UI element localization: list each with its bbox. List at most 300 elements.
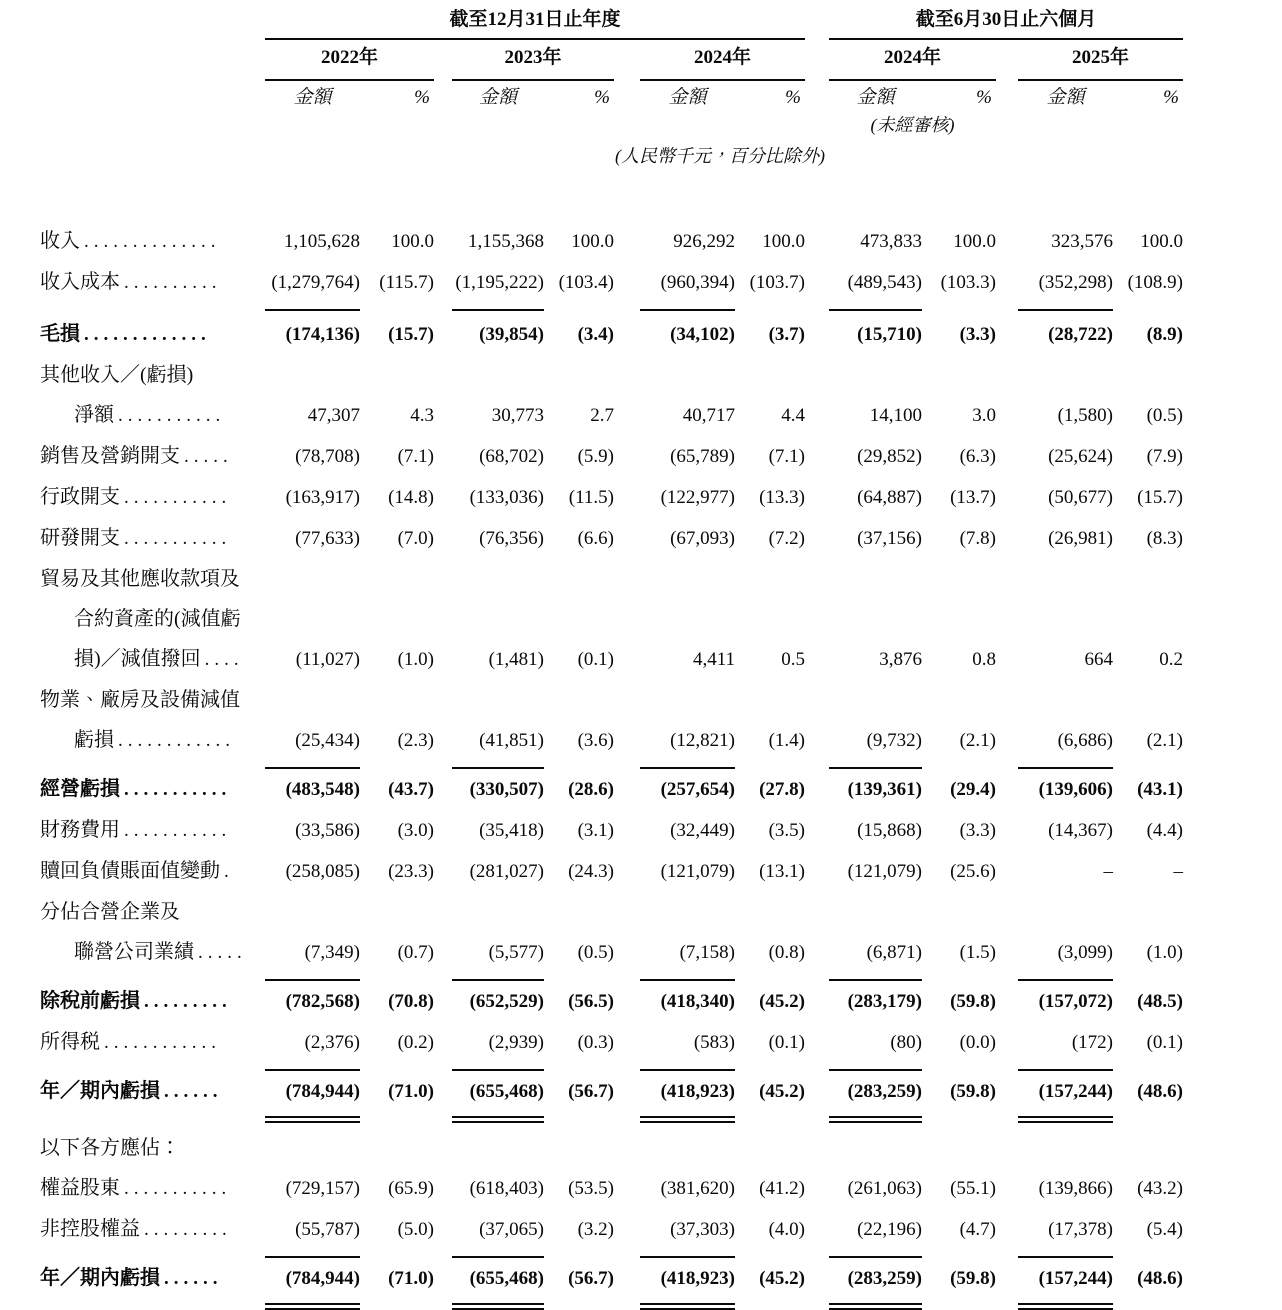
percent-cell: (0.5) (577, 942, 614, 963)
row-label-line (40, 1128, 1183, 1168)
row-label-text: 損)／減值撥回 (74, 648, 201, 670)
percent-cell: (3.5) (768, 820, 805, 841)
row-label (40, 436, 265, 477)
amount-cell: (139,606) (1038, 779, 1113, 800)
percent-cell: (103.4) (558, 272, 614, 293)
amount-cell: (50,677) (1048, 487, 1113, 508)
percent-cell: (2.1) (959, 730, 996, 751)
leader-dots: ............ (118, 730, 235, 751)
row-label-line (40, 395, 265, 436)
amount-cell: 926,292 (673, 231, 735, 252)
percent-cell: 4.3 (410, 405, 434, 426)
amount-column-label: 金額 (1046, 87, 1085, 108)
percent-cell: (3.1) (577, 820, 614, 841)
percent-cell: (3.3) (959, 820, 996, 841)
row-label-text: 贖回負債賬面值變動 (40, 860, 220, 882)
amount-cell: (583) (640, 1023, 735, 1071)
amount-cell: (29,852) (857, 446, 922, 467)
percent-cell: (7.1) (768, 446, 805, 467)
amount-cell: (68,702) (479, 446, 544, 467)
amount-cell: (65,789) (670, 446, 735, 467)
percent-cell: (45.2) (759, 991, 805, 1012)
row-label-text: 收入 (40, 230, 80, 252)
row-label-text: 其他收入／(虧損) (40, 364, 194, 386)
row-label-line (40, 892, 265, 932)
percent-cell: (0.2) (397, 1032, 434, 1053)
row-label (40, 892, 265, 973)
percent-cell: – (1173, 861, 1183, 882)
percent-cell: 100.0 (762, 231, 805, 252)
header-unaudited-row (40, 113, 1183, 137)
table-row-cost-of-revenue (40, 262, 1183, 303)
percent-cell: (13.1) (759, 861, 805, 882)
leader-dots: .............. (84, 231, 221, 252)
row-label-text: 淨額 (74, 404, 114, 426)
percent-cell: (7.0) (397, 528, 434, 549)
percent-cell: 100.0 (953, 231, 996, 252)
row-label-text: 以下各方應佔： (40, 1137, 180, 1159)
row-label (40, 680, 265, 761)
amount-cell: (2,939) (452, 1023, 544, 1071)
percent-cell: (59.8) (950, 1081, 996, 1102)
header-note-row (40, 137, 1183, 169)
row-label (40, 1128, 1183, 1168)
percent-cell: (43.1) (1137, 779, 1183, 800)
table-row-non-controlling-interests (40, 1209, 1183, 1250)
amount-cell: 1,105,628 (284, 231, 360, 252)
row-label (40, 1209, 265, 1250)
percent-cell: 2.7 (590, 405, 614, 426)
amount-cell: (25,624) (1048, 446, 1113, 467)
percent-cell: (15.7) (388, 324, 434, 345)
amount-cell: (76,356) (479, 528, 544, 549)
percent-cell: (25.6) (950, 861, 996, 882)
amount-cell: (1,481) (488, 649, 544, 670)
percent-cell: (45.2) (759, 1081, 805, 1102)
table-row-rd-expenses (40, 518, 1183, 559)
amount-cell: (78,708) (295, 446, 360, 467)
amount-cell: (352,298) (1018, 263, 1113, 311)
amount-cell: (483,548) (285, 779, 360, 800)
amount-cell: (7,158) (640, 933, 735, 981)
percent-cell: (4.7) (959, 1219, 996, 1240)
leader-dots: ......... (144, 991, 232, 1012)
percent-cell: (6.6) (577, 528, 614, 549)
percent-cell: (103.7) (749, 272, 805, 293)
percent-cell: (65.9) (388, 1178, 434, 1199)
table-row-impairment-ppe (40, 680, 1183, 761)
percent-cell: (8.3) (1146, 528, 1183, 549)
amount-cell: (381,620) (660, 1178, 735, 1199)
percent-cell: 3.0 (972, 405, 996, 426)
amount-cell: (22,196) (829, 1210, 922, 1258)
row-label-line (40, 680, 265, 720)
amount-cell: (139,361) (847, 779, 922, 800)
row-label (40, 221, 265, 262)
percent-cell: (0.0) (959, 1032, 996, 1053)
row-label-line (40, 1071, 265, 1112)
percent-cell: (71.0) (388, 1081, 434, 1102)
row-label-line (40, 981, 265, 1022)
amount-cell: (257,654) (660, 779, 735, 800)
percent-cell: (2.3) (397, 730, 434, 751)
percent-cell: (48.5) (1137, 991, 1183, 1012)
row-label-text: 聯營公司業績 (74, 941, 194, 963)
table-row-revenue (40, 221, 1183, 262)
percent-cell: (15.7) (1137, 487, 1183, 508)
amount-cell: (6,871) (829, 933, 922, 981)
table-header (40, 8, 1183, 169)
header-year-row (40, 40, 1183, 81)
amount-cell: (418,923) (640, 1259, 735, 1310)
amount-cell: 473,833 (860, 231, 922, 252)
amount-cell: 3,876 (879, 649, 922, 670)
financial-table (40, 8, 1183, 1299)
amount-cell: (26,981) (1048, 528, 1113, 549)
percent-cell: (5.4) (1146, 1219, 1183, 1240)
amount-column-label: 金額 (478, 87, 517, 108)
amount-cell: (489,543) (829, 263, 922, 311)
table-row-other-income-loss-net (40, 355, 1183, 436)
row-label (40, 477, 265, 518)
leader-dots: . (224, 861, 234, 882)
row-label-line (40, 932, 265, 973)
leader-dots: ......... (144, 1219, 232, 1240)
amount-cell: (1,580) (1057, 405, 1113, 426)
percent-cell: (41.2) (759, 1178, 805, 1199)
percent-cell: (6.3) (959, 446, 996, 467)
row-label-text: 行政開支 (40, 486, 120, 508)
row-label-line (40, 1258, 265, 1299)
amount-cell: (281,027) (469, 861, 544, 882)
amount-cell: 1,155,368 (468, 231, 544, 252)
year-2024: 2024年 (640, 45, 805, 81)
percent-cell: (4.0) (768, 1219, 805, 1240)
amount-cell: (37,065) (452, 1210, 544, 1258)
percent-cell: (13.7) (950, 487, 996, 508)
amount-cell: 323,576 (1051, 231, 1113, 252)
period-title-interim: 截至6月30日止六個月 (829, 8, 1183, 40)
amount-cell: 47,307 (307, 405, 360, 426)
leader-dots: ...... (164, 1268, 223, 1289)
amount-cell: (163,917) (285, 487, 360, 508)
row-label-line (40, 262, 265, 303)
percent-cell: (59.8) (950, 1268, 996, 1289)
amount-cell: (960,394) (640, 263, 735, 311)
percent-cell: (24.3) (568, 861, 614, 882)
percent-cell: (43.2) (1137, 1178, 1183, 1199)
percent-column-label: % (1163, 87, 1179, 108)
amount-cell: (157,244) (1018, 1259, 1113, 1310)
row-label-line (40, 1209, 265, 1250)
amount-cell: (174,136) (285, 324, 360, 345)
percent-cell: (45.2) (759, 1268, 805, 1289)
percent-cell: (56.7) (568, 1268, 614, 1289)
percent-cell: (53.5) (568, 1178, 614, 1199)
percent-cell: (27.8) (759, 779, 805, 800)
amount-cell: (784,944) (265, 1259, 360, 1310)
year-2024-interim: 2024年 (829, 45, 996, 81)
row-label-line (40, 221, 265, 262)
amount-cell: (729,157) (285, 1178, 360, 1199)
amount-cell: 4,411 (692, 649, 735, 670)
row-label-line (40, 355, 265, 395)
leader-dots: ........... (124, 528, 232, 549)
table-row-share-of-jv-associates (40, 892, 1183, 973)
amount-cell: (618,403) (469, 1178, 544, 1199)
row-label-text: 物業、廠房及設備減值 (40, 689, 240, 711)
percent-cell: (3.3) (959, 324, 996, 345)
leader-dots: ........... (124, 779, 232, 800)
row-label (40, 769, 265, 810)
amount-cell: (330,507) (469, 779, 544, 800)
row-label (40, 1168, 265, 1209)
leader-dots: .......... (124, 272, 222, 293)
amount-cell: (3,099) (1018, 933, 1113, 981)
percent-cell: (7.9) (1146, 446, 1183, 467)
amount-cell: (11,027) (295, 649, 360, 670)
percent-cell: 100.0 (1140, 231, 1183, 252)
amount-cell: (2,376) (265, 1023, 360, 1071)
percent-cell: (0.1) (768, 1032, 805, 1053)
amount-cell: 40,717 (682, 405, 735, 426)
row-label-line (40, 477, 265, 518)
row-label-line (40, 851, 265, 892)
percent-cell: 0.8 (972, 649, 996, 670)
amount-column-label: 金額 (856, 87, 895, 108)
percent-cell: 0.5 (781, 649, 805, 670)
percent-cell: (2.1) (1146, 730, 1183, 751)
amount-cell: (32,449) (670, 820, 735, 841)
amount-column-label: 金額 (293, 87, 332, 108)
amount-cell: (25,434) (265, 721, 360, 769)
amount-cell: (55,787) (265, 1210, 360, 1258)
row-label-line (40, 810, 265, 851)
row-label-text: 分佔合營企業及 (40, 901, 180, 923)
amount-cell: (35,418) (479, 820, 544, 841)
row-label-text: 年／期內虧損 (40, 1080, 160, 1102)
percent-cell: 4.4 (781, 405, 805, 426)
amount-cell: (41,851) (452, 721, 544, 769)
row-label-line (40, 314, 265, 355)
amount-cell: (121,079) (660, 861, 735, 882)
amount-cell: (33,586) (295, 820, 360, 841)
row-label-text: 貿易及其他應收款項及 (40, 568, 240, 590)
row-label (40, 1258, 265, 1299)
table-body (40, 221, 1183, 1299)
table-row-finance-costs (40, 810, 1183, 851)
percent-cell: (13.3) (759, 487, 805, 508)
amount-column-label: 金額 (668, 87, 707, 108)
amount-cell: (14,367) (1048, 820, 1113, 841)
table-row-attributable-heading (40, 1128, 1183, 1168)
amount-cell: (157,244) (1018, 1072, 1113, 1123)
row-label-text: 毛損 (40, 323, 80, 345)
period-title-annual: 截至12月31日止年度 (265, 8, 805, 40)
percent-cell: (8.9) (1146, 324, 1183, 345)
percent-column-label: % (785, 87, 801, 108)
percent-cell: (103.3) (940, 272, 996, 293)
percent-column-label: % (594, 87, 610, 108)
table-row-loss-for-period (40, 1071, 1183, 1112)
percent-cell: (0.3) (577, 1032, 614, 1053)
row-label-line (40, 639, 265, 680)
percent-column-label: % (414, 87, 430, 108)
amount-cell: 30,773 (491, 405, 544, 426)
row-label-text: 經營虧損 (40, 778, 120, 800)
table-row-impairment-trade-receivables (40, 559, 1183, 680)
row-label-line (40, 1022, 265, 1063)
amount-cell: (655,468) (452, 1072, 544, 1123)
percent-cell: (0.7) (397, 942, 434, 963)
row-label-text: 權益股東 (40, 1177, 120, 1199)
unaudited-note: (未經審核) (870, 115, 955, 135)
percent-cell: (4.4) (1146, 820, 1183, 841)
row-label-text: 研發開支 (40, 527, 120, 549)
percent-cell: (1.4) (768, 730, 805, 751)
amount-cell: (261,063) (847, 1178, 922, 1199)
row-label-text: 年／期內虧損 (40, 1267, 160, 1289)
amount-cell: (17,378) (1018, 1210, 1113, 1258)
percent-cell: (43.7) (388, 779, 434, 800)
row-label-line (40, 1168, 265, 1209)
amount-cell: (12,821) (640, 721, 735, 769)
table-row-selling-marketing-expenses (40, 436, 1183, 477)
row-label-line (40, 518, 265, 559)
percent-cell: 0.2 (1159, 649, 1183, 670)
amount-cell: (7,349) (265, 933, 360, 981)
table-row-equity-shareholders (40, 1168, 1183, 1209)
amount-cell: (15,710) (857, 324, 922, 345)
table-row-income-tax (40, 1022, 1183, 1063)
percent-cell: (3.4) (577, 324, 614, 345)
row-label-line (40, 559, 265, 599)
row-label (40, 810, 265, 851)
amount-cell: (5,577) (452, 933, 544, 981)
table-row-gross-loss (40, 314, 1183, 355)
table-row-loss-for-period-total (40, 1258, 1183, 1299)
row-label (40, 262, 265, 303)
row-label-text: 除稅前虧損 (40, 990, 140, 1012)
amount-cell: (15,868) (857, 820, 922, 841)
amount-cell: (283,179) (847, 991, 922, 1012)
row-label (40, 559, 265, 680)
leader-dots: .... (204, 649, 244, 670)
percent-cell: (0.1) (577, 649, 614, 670)
percent-cell: (70.8) (388, 991, 434, 1012)
row-label-line (40, 436, 265, 477)
leader-dots: ..... (184, 446, 233, 467)
leader-dots: ..... (198, 942, 247, 963)
amount-cell: (67,093) (670, 528, 735, 549)
percent-cell: (55.1) (950, 1178, 996, 1199)
percent-cell: 100.0 (391, 231, 434, 252)
leader-dots: ........... (124, 487, 232, 508)
amount-cell: (9,732) (829, 721, 922, 769)
leader-dots: ........... (124, 820, 232, 841)
amount-cell: (64,887) (857, 487, 922, 508)
table-row-administrative-expenses (40, 477, 1183, 518)
percent-cell: (0.8) (768, 942, 805, 963)
row-label-text: 所得税 (40, 1031, 100, 1053)
amount-cell: (6,686) (1018, 721, 1113, 769)
currency-unit-note: (人民幣千元，百分比除外) (615, 146, 825, 166)
percent-cell: (23.3) (388, 861, 434, 882)
amount-cell: (784,944) (265, 1072, 360, 1123)
amount-cell: (172) (1018, 1023, 1113, 1071)
percent-cell: (14.8) (388, 487, 434, 508)
percent-cell: (7.8) (959, 528, 996, 549)
year-2023: 2023年 (452, 45, 614, 81)
amount-cell: (122,977) (660, 487, 735, 508)
percent-cell: (28.6) (568, 779, 614, 800)
row-label-text: 收入成本 (40, 271, 120, 293)
percent-cell: (56.5) (568, 991, 614, 1012)
amount-cell: (37,303) (640, 1210, 735, 1258)
amount-cell: (283,259) (829, 1072, 922, 1123)
amount-cell: (121,079) (847, 861, 922, 882)
row-label-text: 非控股權益 (40, 1218, 140, 1240)
percent-cell: (0.5) (1146, 405, 1183, 426)
percent-cell: (3.0) (397, 820, 434, 841)
amount-cell: (133,036) (469, 487, 544, 508)
amount-cell: (139,866) (1038, 1178, 1113, 1199)
header-unit-row (40, 81, 1183, 113)
leader-dots: ...... (164, 1081, 223, 1102)
row-label-text: 虧損 (74, 729, 114, 751)
percent-cell: (5.9) (577, 446, 614, 467)
percent-cell: (1.5) (959, 942, 996, 963)
amount-cell: – (1103, 861, 1113, 882)
row-label (40, 314, 265, 355)
amount-cell: (34,102) (670, 324, 735, 345)
year-2022: 2022年 (265, 45, 434, 81)
amount-cell: (39,854) (479, 324, 544, 345)
row-label-text: 合約資產的(減值虧 (74, 608, 241, 630)
amount-cell: (1,195,222) (452, 263, 544, 311)
table-row-operating-loss (40, 769, 1183, 810)
row-label-line (40, 769, 265, 810)
leader-dots: ............. (84, 324, 211, 345)
amount-cell: (283,259) (829, 1259, 922, 1310)
amount-cell: (80) (829, 1023, 922, 1071)
table-row-loss-before-tax (40, 981, 1183, 1022)
amount-cell: (28,722) (1048, 324, 1113, 345)
percent-cell: (29.4) (950, 779, 996, 800)
row-label-line (40, 720, 265, 761)
percent-cell: (115.7) (379, 272, 434, 293)
leader-dots: ........... (118, 405, 226, 426)
percent-cell: (3.6) (577, 730, 614, 751)
row-label (40, 981, 265, 1022)
amount-cell: (652,529) (469, 991, 544, 1012)
amount-cell: (37,156) (857, 528, 922, 549)
amount-cell: (157,072) (1038, 991, 1113, 1012)
row-label (40, 355, 265, 436)
percent-cell: (7.1) (397, 446, 434, 467)
row-label (40, 851, 265, 892)
percent-cell: (48.6) (1137, 1081, 1183, 1102)
percent-cell: (1.0) (397, 649, 434, 670)
amount-cell: (782,568) (285, 991, 360, 1012)
percent-cell: (11.5) (568, 487, 614, 508)
percent-cell: (3.2) (577, 1219, 614, 1240)
amount-cell: (418,340) (660, 991, 735, 1012)
amount-cell: (258,085) (285, 861, 360, 882)
percent-cell: (56.7) (568, 1081, 614, 1102)
row-label (40, 518, 265, 559)
leader-dots: ........... (124, 1178, 232, 1199)
